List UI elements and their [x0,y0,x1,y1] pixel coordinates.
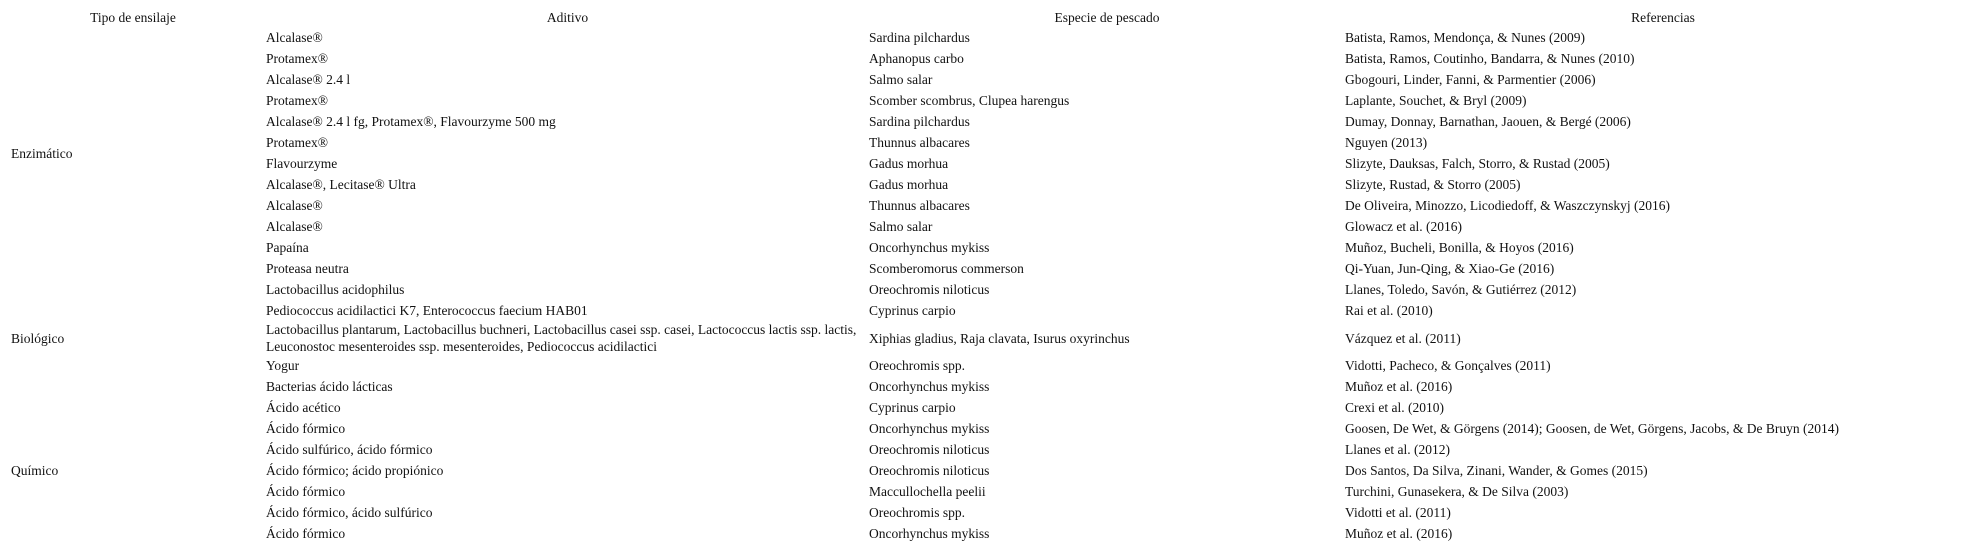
additive-cell: Flavourzyme [266,156,338,171]
species-cell: Cyprinus carpio [869,400,956,415]
species-cell: Aphanopus carbo [869,51,964,66]
reference-cell: Dumay, Donnay, Barnathan, Jaouen, & Bergé (2006) [1345,114,1631,129]
species-cell: Cyprinus carpio [869,303,956,318]
table-row [0,279,1981,300]
table-row [0,69,1981,90]
species-cell: Oreochromis niloticus [869,442,990,457]
species-cell: Oreochromis spp. [869,358,965,373]
species-cell: Oreochromis niloticus [869,463,990,478]
table-row [0,237,1981,258]
species-cell: Thunnus albacares [869,135,970,150]
species-cell: Scomber scombrus, Clupea harengus [869,93,1070,108]
additive-cell: Alcalase® [266,30,323,45]
table-row [0,27,1981,48]
table-row [0,90,1981,111]
silage-table [0,8,1981,544]
additive-cell: Alcalase® 2.4 l fg, Protamex®, Flavourzyme 500 mg [266,114,556,129]
table-row [0,502,1981,523]
reference-cell: Llanes, Toledo, Savón, & Gutiérrez (2012) [1345,282,1577,297]
table-row [0,195,1981,216]
species-cell: Oncorhynchus mykiss [869,421,990,436]
reference-cell: Rai et al. (2010) [1345,303,1433,318]
table-row [0,153,1981,174]
species-cell: Scomberomorus commerson [869,261,1024,276]
additive-cell: Protamex® [266,93,328,108]
additive-cell: Ácido fórmico [266,421,346,436]
species-cell: Oncorhynchus mykiss [869,526,990,541]
header-referencias: Referencias [1631,10,1695,25]
reference-cell: Slizyte, Dauksas, Falch, Storro, & Rustad (2005) [1345,156,1610,171]
header-aditivo: Aditivo [546,10,589,25]
reference-cell: Glowacz et al. (2016) [1345,219,1462,234]
reference-cell: Llanes et al. (2012) [1345,442,1450,457]
species-cell: Oreochromis spp. [869,505,965,520]
additive-cell: Ácido sulfúrico, ácido fórmico [266,442,433,457]
additive-cell: Alcalase®, Lecitase® Ultra [266,177,416,192]
reference-cell: Goosen, De Wet, & Görgens (2014); Goosen, de Wet, Görgens, Jacobs, & De Bruyn (2014) [1345,421,1840,436]
additive-cell: Ácido fórmico, ácido sulfúrico [266,505,433,520]
silage-type-cell: Químico [11,463,59,478]
header-tipo: Tipo de ensilaje [90,10,176,25]
table-row [0,132,1981,153]
species-cell: Oncorhynchus mykiss [869,240,990,255]
species-cell: Xiphias gladius, Raja clavata, Isurus oxyrinchus [869,330,1130,346]
additive-cell: Ácido fórmico [266,484,346,499]
table-row [0,300,1981,321]
reference-cell: Nguyen (2013) [1345,135,1428,150]
table-row [0,355,1981,376]
additive-cell: Lactobacillus acidophilus [266,282,405,297]
additive-cell: Alcalase® [266,219,323,234]
additive-cell: Bacterias ácido lácticas [266,379,393,394]
reference-cell: Dos Santos, Da Silva, Zinani, Wander, & Gomes (2015) [1345,463,1648,478]
species-cell: Salmo salar [869,72,933,87]
table-row [0,216,1981,237]
additive-cell: Protamex® [266,51,328,66]
additive-cell: Alcalase® [266,198,323,213]
table-row [0,111,1981,132]
table-row [0,439,1981,460]
species-cell: Gadus morhua [869,177,949,192]
species-cell: Oncorhynchus mykiss [869,379,990,394]
reference-cell: Crexi et al. (2010) [1345,400,1444,415]
reference-cell: Muñoz et al. (2016) [1345,526,1453,541]
additive-cell: Pediococcus acidilactici K7, Enterococcus faecium HAB01 [266,303,588,318]
reference-cell: Muñoz et al. (2016) [1345,379,1453,394]
reference-cell: Vidotti et al. (2011) [1345,505,1451,520]
additive-cell: Lactobacillus plantarum, Lactobacillus buchneri, Lactobacillus casei ssp. casei, Lactococcus lactis ssp. lactis, Leuconostoc mesenteroides ssp. mesenteroides, Pediococcus acidilactici [266,322,857,354]
table-row [0,174,1981,195]
species-cell: Maccullochella peelii [869,484,986,499]
reference-cell: Turchini, Gunasekera, & De Silva (2003) [1345,484,1569,499]
header-especie: Especie de pescado [1054,10,1160,25]
reference-cell: Qi-Yuan, Jun-Qing, & Xiao-Ge (2016) [1345,261,1555,276]
species-cell: Sardina pilchardus [869,30,970,45]
table-row [0,523,1981,544]
reference-cell: Batista, Ramos, Mendonça, & Nunes (2009) [1345,30,1585,45]
table-body [0,27,1981,544]
table-row [0,460,1981,481]
species-cell: Gadus morhua [869,156,949,171]
reference-cell: Vázquez et al. (2011) [1345,330,1461,346]
table-header-row [0,8,1981,27]
reference-cell: Laplante, Souchet, & Bryl (2009) [1345,93,1527,108]
table-row [0,481,1981,502]
additive-cell: Ácido acético [266,400,341,415]
additive-cell: Papaína [266,240,309,255]
reference-cell: Vidotti, Pacheco, & Gonçalves (2011) [1345,358,1551,373]
additive-cell: Protamex® [266,135,328,150]
table-row [0,48,1981,69]
additive-cell: Proteasa neutra [266,261,349,276]
silage-type-cell: Enzimático [11,145,73,161]
reference-cell: De Oliveira, Minozzo, Licodiedoff, & Waszczynskyj (2016) [1345,198,1670,213]
additive-cell: Ácido fórmico; ácido propiónico [266,463,444,478]
table-row [0,397,1981,418]
additive-cell: Alcalase® 2.4 l [266,72,351,87]
species-cell: Salmo salar [869,219,933,234]
silage-type-cell: Biológico [11,330,65,346]
species-cell: Sardina pilchardus [869,114,970,129]
reference-cell: Slizyte, Rustad, & Storro (2005) [1345,177,1521,192]
additive-cell: Yogur [266,358,300,373]
additive-cell: Ácido fórmico [266,526,346,541]
species-cell: Oreochromis niloticus [869,282,990,297]
reference-cell: Batista, Ramos, Coutinho, Bandarra, & Nunes (2010) [1345,51,1635,66]
table-row [0,321,1981,355]
species-cell: Thunnus albacares [869,198,970,213]
table-row [0,418,1981,439]
table-row [0,376,1981,397]
reference-cell: Gbogouri, Linder, Fanni, & Parmentier (2006) [1345,72,1596,87]
table-row [0,258,1981,279]
reference-cell: Muñoz, Bucheli, Bonilla, & Hoyos (2016) [1345,240,1574,255]
